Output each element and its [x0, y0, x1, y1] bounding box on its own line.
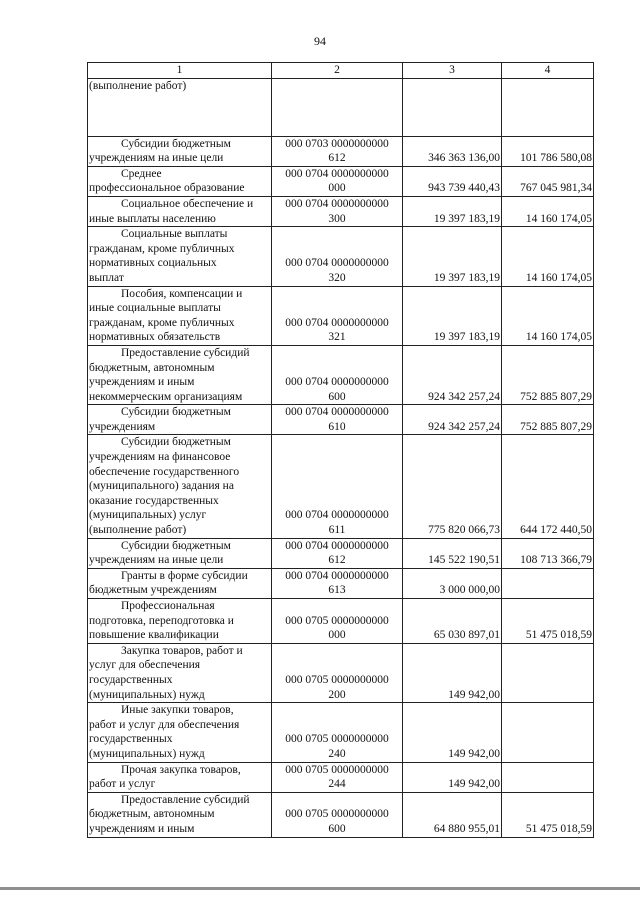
expense-name-cell — [88, 643, 272, 702]
amount-col4-cell: 752 885 807,29 — [502, 345, 594, 404]
amount-col3-cell: 65 030 897,01 — [403, 599, 502, 644]
amount-col3-cell: 149 942,00 — [403, 762, 502, 792]
budget-code-line: 600 — [328, 822, 346, 835]
amount-col3-cell: 19 397 183,19 — [403, 286, 502, 345]
budget-code-cell — [272, 405, 403, 435]
expense-name-cell — [88, 792, 272, 837]
expense-name-line: повышение квалификации — [89, 629, 219, 642]
table-row — [88, 568, 594, 598]
expense-name-line: Закупка товаров, работ и — [121, 644, 243, 657]
budget-code-line: 000 — [328, 629, 346, 642]
expense-name-cell — [88, 136, 272, 166]
table-row — [88, 538, 594, 568]
amount-col4-cell — [502, 643, 594, 702]
table-row — [88, 599, 594, 644]
budget-code-line: 000 0705 0000000000 — [285, 673, 389, 686]
column-header-4: 4 — [502, 63, 594, 79]
expense-name-line: Пособия, компенсации и — [121, 287, 243, 300]
budget-code-line: 000 0703 0000000000 — [285, 137, 389, 150]
budget-code-cell — [272, 78, 403, 136]
expense-name-line: Профессиональная — [121, 600, 215, 612]
table-row — [88, 286, 594, 345]
expense-name-line: нормативных обязательств — [89, 331, 221, 344]
budget-code-cell — [272, 762, 403, 792]
expense-name-line: учреждениям на финансовое — [89, 451, 231, 464]
expense-name-line: оказание государственных — [89, 494, 219, 507]
page-bottom-edge — [0, 887, 640, 890]
expense-name-line: нормативных социальных — [89, 257, 217, 270]
expense-name-cell — [88, 599, 272, 644]
page-number: 94 — [314, 34, 326, 48]
table-row — [88, 136, 594, 166]
amount-col3-cell: 145 522 190,51 — [403, 538, 502, 568]
expense-name-line: учреждениям и иным — [89, 376, 195, 389]
expense-name-line: (муниципальных) услуг — [89, 509, 207, 522]
budget-code-cell — [272, 196, 403, 226]
expense-name-line: обеспечение государственного — [89, 465, 240, 478]
budget-code-line: 300 — [328, 212, 346, 225]
budget-code-line: 000 0705 0000000000 — [285, 763, 389, 776]
expense-name-line: Субсидии бюджетным — [121, 436, 231, 449]
expense-name-line: (выполнение работ) — [89, 79, 187, 92]
expense-name-line: Субсидии бюджетным — [121, 137, 231, 150]
budget-code-cell — [272, 792, 403, 837]
expense-name-line: иные социальные выплаты — [89, 302, 221, 315]
amount-col4-cell — [502, 762, 594, 792]
budget-code-line: 000 0704 0000000000 — [285, 509, 389, 522]
amount-col4-cell: 14 160 174,05 — [502, 196, 594, 226]
budget-code-line: 000 0704 0000000000 — [285, 316, 389, 329]
table-row — [88, 78, 594, 136]
amount-col3-cell: 19 397 183,19 — [403, 227, 502, 286]
amount-col4-cell — [502, 568, 594, 598]
column-header-3: 3 — [403, 63, 502, 79]
amount-col3-cell: 3 000 000,00 — [403, 568, 502, 598]
budget-code-line: 000 0704 0000000000 — [285, 406, 389, 419]
expense-name-line: Социальные выплаты — [121, 228, 228, 241]
budget-code-line: 240 — [328, 747, 346, 760]
amount-col4-cell — [502, 78, 594, 136]
expense-name-line: Субсидии бюджетным — [121, 406, 231, 419]
amount-col4-cell: 767 045 981,34 — [502, 166, 594, 196]
budget-code-line: 613 — [328, 584, 346, 597]
budget-code-cell — [272, 568, 403, 598]
amount-col4-cell: 101 786 580,08 — [502, 136, 594, 166]
budget-code-cell — [272, 599, 403, 644]
budget-code-line: 200 — [328, 688, 346, 701]
amount-col3-cell: 943 739 440,43 — [403, 166, 502, 196]
budget-code-line: 610 — [328, 420, 346, 433]
expense-name-cell — [88, 196, 272, 226]
expense-name-line: (муниципальных) нужд — [89, 747, 205, 760]
table-row — [88, 643, 594, 702]
budget-code-cell — [272, 136, 403, 166]
expense-name-line: Прочая закупка товаров, — [121, 763, 241, 776]
expense-name-line: учреждениям на иные цели — [89, 554, 224, 567]
table-header-row — [88, 63, 594, 79]
amount-col4-cell: 14 160 174,05 — [502, 227, 594, 286]
expense-name-cell — [88, 78, 272, 136]
amount-col4-cell: 752 885 807,29 — [502, 405, 594, 435]
expense-name-line: учреждениям на иные цели — [89, 152, 224, 165]
expense-name-line: государственных — [89, 733, 173, 746]
budget-code-cell — [272, 286, 403, 345]
expense-name-cell — [88, 762, 272, 792]
expense-name-line: Среднее — [121, 167, 162, 180]
expense-name-line: (муниципального) задания на — [89, 480, 234, 493]
amount-col3-cell: 924 342 257,24 — [403, 405, 502, 435]
budget-code-line: 600 — [328, 390, 346, 403]
amount-col3-cell: 149 942,00 — [403, 703, 502, 762]
expense-name-line: услуг для обеспечения — [89, 659, 201, 672]
amount-col4-cell: 51 475 018,59 — [502, 599, 594, 644]
expense-name-line: подготовка, переподготовка и — [89, 614, 234, 627]
table-row — [88, 435, 594, 538]
budget-code-line: 000 — [328, 182, 346, 195]
expense-name-cell — [88, 227, 272, 286]
budget-code-line: 000 0704 0000000000 — [285, 569, 389, 582]
table-row — [88, 762, 594, 792]
table-row — [88, 703, 594, 762]
expense-name-cell — [88, 286, 272, 345]
budget-code-cell — [272, 435, 403, 538]
budget-code-line: 000 0704 0000000000 — [285, 376, 389, 389]
budget-code-cell — [272, 227, 403, 286]
expense-name-line: профессиональное образование — [89, 182, 245, 195]
amount-col3-cell: 775 820 066,73 — [403, 435, 502, 538]
expense-name-line: гражданам, кроме публичных — [89, 242, 235, 255]
expense-name-cell — [88, 345, 272, 404]
column-header-2: 2 — [272, 63, 403, 79]
expense-name-line: Предоставление субсидий — [121, 346, 250, 359]
expense-name-cell — [88, 538, 272, 568]
expense-name-line: иные выплаты населению — [89, 212, 216, 225]
table-row — [88, 405, 594, 435]
budget-table — [87, 62, 594, 838]
table-row — [88, 166, 594, 196]
expense-name-line: гражданам, кроме публичных — [89, 316, 235, 329]
expense-name-cell — [88, 703, 272, 762]
expense-name-cell — [88, 435, 272, 538]
amount-col4-cell: 108 713 366,79 — [502, 538, 594, 568]
expense-name-line: учреждениям и иным — [89, 822, 195, 835]
budget-code-cell — [272, 345, 403, 404]
table-row — [88, 227, 594, 286]
amount-col3-cell: 346 363 136,00 — [403, 136, 502, 166]
budget-code-line: 000 0705 0000000000 — [285, 733, 389, 746]
budget-code-line: 244 — [328, 778, 346, 791]
expense-name-line: некоммерческим организациям — [89, 390, 243, 403]
table-row — [88, 792, 594, 837]
budget-code-line: 000 0704 0000000000 — [285, 539, 389, 552]
budget-code-cell — [272, 643, 403, 702]
expense-name-line: выплат — [89, 271, 124, 284]
expense-name-line: учреждениям — [89, 420, 156, 433]
budget-code-line: 320 — [328, 271, 346, 284]
expense-name-line: бюджетным, автономным — [89, 808, 215, 821]
expense-name-line: работ и услуг — [89, 778, 156, 791]
column-header-1: 1 — [88, 63, 272, 79]
budget-code-cell — [272, 703, 403, 762]
amount-col4-cell: 51 475 018,59 — [502, 792, 594, 837]
expense-name-line: бюджетным, автономным — [89, 361, 215, 374]
budget-code-line: 000 0705 0000000000 — [285, 808, 389, 821]
expense-name-line: Иные закупки товаров, — [121, 704, 234, 717]
budget-code-line: 612 — [328, 152, 346, 165]
budget-code-line: 000 0705 0000000000 — [285, 614, 389, 627]
amount-col3-cell: 19 397 183,19 — [403, 196, 502, 226]
amount-col3-cell: 64 880 955,01 — [403, 792, 502, 837]
expense-name-line: государственных — [89, 673, 173, 686]
budget-code-line: 611 — [328, 524, 346, 537]
expense-name-line: работ и услуг для обеспечения — [89, 718, 240, 731]
amount-col4-cell — [502, 703, 594, 762]
budget-code-cell — [272, 166, 403, 196]
expense-name-line: Гранты в форме субсидии — [121, 569, 248, 582]
budget-code-line: 321 — [328, 331, 346, 344]
expense-name-cell — [88, 568, 272, 598]
amount-col4-cell: 644 172 440,50 — [502, 435, 594, 538]
budget-code-line: 000 0704 0000000000 — [285, 197, 389, 210]
budget-code-line: 000 0704 0000000000 — [285, 257, 389, 270]
table-row — [88, 196, 594, 226]
expense-name-line: (выполнение работ) — [89, 524, 187, 537]
expense-name-cell — [88, 166, 272, 196]
budget-code-line: 612 — [328, 554, 346, 567]
budget-code-line: 000 0704 0000000000 — [285, 167, 389, 180]
expense-name-line: (муниципальных) нужд — [89, 688, 205, 701]
amount-col3-cell: 924 342 257,24 — [403, 345, 502, 404]
expense-name-line: Предоставление субсидий — [121, 793, 250, 806]
amount-col3-cell — [403, 78, 502, 136]
amount-col4-cell: 14 160 174,05 — [502, 286, 594, 345]
table-row — [88, 345, 594, 404]
expense-name-cell — [88, 405, 272, 435]
expense-name-line: Субсидии бюджетным — [121, 539, 231, 552]
budget-code-cell — [272, 538, 403, 568]
amount-col3-cell: 149 942,00 — [403, 643, 502, 702]
expense-name-line: бюджетным учреждениям — [89, 584, 217, 597]
expense-name-line: Социальное обеспечение и — [121, 197, 254, 210]
